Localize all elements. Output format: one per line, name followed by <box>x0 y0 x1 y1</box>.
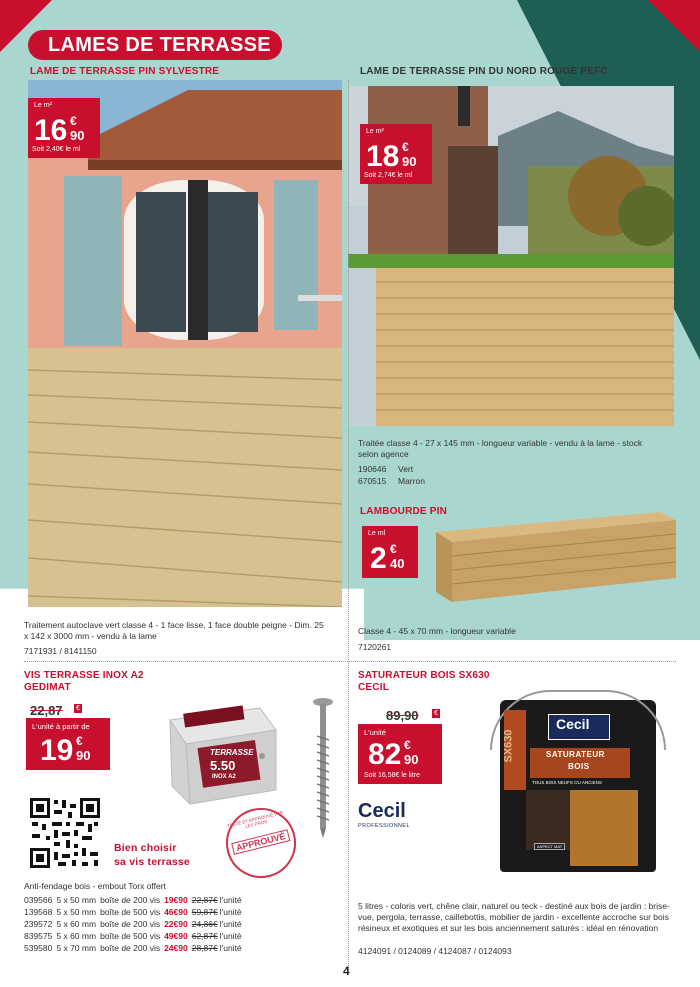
screw-box-image <box>150 700 280 810</box>
unit-cell: l'unité <box>219 919 242 929</box>
old-price-cell: 22,87€ <box>191 895 218 905</box>
new-price-cell: 49€90 <box>164 931 188 941</box>
vis-old-price-currency: € <box>76 705 80 712</box>
saturateur-refs: 4124091 / 0124089 / 4124087 / 0124093 <box>358 946 512 956</box>
price-currency: € <box>76 734 83 748</box>
box-cell: boîte de 500 vis <box>100 931 161 941</box>
old-price-cell: 62,87€ <box>191 931 218 941</box>
variant-color-2: Marron <box>398 476 425 486</box>
section2-subtitle: LAME DE TERRASSE PIN DU NORD ROUGE PEFC <box>360 66 608 77</box>
price-currency: € <box>390 542 397 556</box>
page-number: 4 <box>343 964 350 978</box>
price-tag-pin-nord <box>360 124 432 184</box>
price-currency: € <box>402 140 409 154</box>
unit-cell: l'unité <box>219 931 242 941</box>
box-cell: boîte de 200 vis <box>100 943 161 953</box>
price-unit-label: Le m² <box>34 102 52 109</box>
unit-cell: l'unité <box>219 943 242 953</box>
table-row <box>24 930 246 942</box>
ref-cell: 839575 <box>24 931 53 941</box>
saturateur-old-price-currency: € <box>434 710 438 717</box>
price-euros: 2 <box>370 542 387 575</box>
price-unit-label: Le m² <box>366 128 384 135</box>
qr-label-1: Bien choisir <box>114 842 177 854</box>
ref-cell: 239572 <box>24 919 53 929</box>
price-unit-label: L'unité <box>364 728 386 737</box>
size-cell: 5 x 60 mm <box>56 919 97 929</box>
saturateur-title-1: SATURATEUR BOIS SX630 <box>358 670 490 681</box>
saturateur-old-price: 89,90 <box>386 708 419 723</box>
cecil-brand-sub: PROFESSIONNEL <box>358 823 410 829</box>
can-wood-panel <box>570 790 638 866</box>
price-tag-saturateur <box>358 724 442 784</box>
vis-price-table <box>24 894 246 954</box>
lambourde-description: Classe 4 - 45 x 70 mm - longueur variable <box>358 626 516 636</box>
saturateur-title-2: CECIL <box>358 682 389 693</box>
lambourde-title: LAMBOURDE PIN <box>360 506 448 517</box>
table-row <box>24 918 246 930</box>
price-per-ml: Soit 2,74€ le ml <box>364 172 413 179</box>
price-per-ml: Soit 2,40€ le ml <box>32 146 81 153</box>
new-price-cell: 19€90 <box>164 895 188 905</box>
table-row <box>24 942 246 954</box>
page-title: LAMES DE TERRASSE <box>28 30 282 60</box>
can-left-panel <box>526 790 570 850</box>
section1-subtitle: LAME DE TERRASSE PIN SYLVESTRE <box>30 66 220 77</box>
ref-cell: 139568 <box>24 907 53 917</box>
can-code: SX630 <box>502 729 515 763</box>
price-cents: 90 <box>70 128 85 143</box>
can-tagline: TOUS BOIS NEUFS OU ANCIENS <box>532 780 602 785</box>
lambourde-wood-image <box>430 506 678 602</box>
qr-label-2: sa vis terrasse <box>114 856 190 868</box>
pin-nord-description: Traitée classe 4 - 27 x 145 mm - longueur variable - vendu à la lame - stock selon agence <box>358 438 643 459</box>
price-cents: 90 <box>76 748 91 763</box>
price-euros: 16 <box>34 114 68 147</box>
old-price-cell: 28,87€ <box>191 943 218 953</box>
box-cell: boîte de 500 vis <box>100 907 161 917</box>
price-tag-vis <box>26 718 110 770</box>
size-cell: 5 x 70 mm <box>56 943 97 953</box>
price-tag-lambourde <box>362 526 418 578</box>
red-corner-right <box>648 0 700 52</box>
variant-ref-2: 670515 <box>358 476 387 486</box>
column-divider <box>348 80 349 970</box>
can-product: SATURATEUR <box>546 750 605 759</box>
price-euros: 19 <box>40 734 74 767</box>
vis-title-1: VIS TERRASSE INOX A2 <box>24 670 144 681</box>
cecil-brand: Cecil <box>358 800 406 822</box>
vis-feature: Anti-fendage bois - embout Torx offert <box>24 881 166 891</box>
vis-title-2: GEDIMAT <box>24 682 71 693</box>
old-price-cell: 24,86€ <box>191 919 218 929</box>
screw-image <box>312 696 334 838</box>
unit-cell: l'unité <box>219 895 242 905</box>
can-product-2: BOIS <box>568 762 590 771</box>
qr-code[interactable] <box>28 796 102 870</box>
horizontal-divider <box>24 661 676 662</box>
price-per-litre: Soit 16,58€ le litre <box>364 772 421 779</box>
can-badge: ASPECT MAT <box>534 843 565 850</box>
price-currency: € <box>70 114 77 128</box>
cecil-logo <box>358 800 410 829</box>
approved-stamp <box>219 801 304 886</box>
box-cell: boîte de 200 vis <box>100 895 161 905</box>
variant-color-1: Vert <box>398 464 414 474</box>
vis-old-price: 22,87 <box>30 703 63 718</box>
new-price-cell: 46€90 <box>164 907 188 917</box>
pin-sylvestre-refs: 7171931 / 8141150 <box>24 646 97 656</box>
size-cell: 5 x 60 mm <box>56 931 97 941</box>
ref-cell: 539580 <box>24 943 53 953</box>
box-cell: boîte de 200 vis <box>100 919 161 929</box>
price-cents: 90 <box>402 154 417 169</box>
unit-cell: l'unité <box>219 907 242 917</box>
pin-sylvestre-description: Traitement autoclave vert classe 4 - 1 face lisse, 1 face double peigne - Dim. 25 x 142 x 3000 mm - vendu à la lame <box>24 620 324 641</box>
can-brand: Cecil <box>556 716 590 732</box>
deck-photo-pin-sylvestre <box>28 80 342 607</box>
saturateur-can-image <box>500 700 656 872</box>
price-unit-label: Le ml <box>368 530 386 537</box>
price-cents: 40 <box>390 556 405 571</box>
ref-cell: 039566 <box>24 895 53 905</box>
price-unit-label: L'unité à partir de <box>32 722 90 731</box>
size-cell: 5 x 50 mm <box>56 895 97 905</box>
stamp-ring-text: TESTÉ ET APPROUVÉ PAR LES PROS <box>226 809 284 830</box>
table-row <box>24 894 246 906</box>
price-tag-pin-sylvestre <box>28 98 100 158</box>
stamp-text: APPROUVÉ <box>231 829 290 855</box>
variant-ref-1: 190646 <box>358 464 387 474</box>
box-sub: INOX A2 <box>212 774 236 780</box>
price-cents: 90 <box>404 752 419 767</box>
saturateur-description: 5 litres - coloris vert, chêne clair, naturel ou teck - destiné aux bois de jardin : brise-vue, pergola, terrasse, caillebottis, mobilier de jardin - excellente accroche sur bois résineux et exotiques et sur les bois anciennement saturés : idéal en rénovation <box>358 901 670 933</box>
table-row <box>24 906 246 918</box>
price-currency: € <box>404 738 411 752</box>
box-brand: TERRASSE <box>210 748 254 757</box>
lambourde-ref: 7120261 <box>358 642 392 652</box>
price-euros: 82 <box>368 738 402 771</box>
price-euros: 18 <box>366 140 400 173</box>
old-price-cell: 59,87€ <box>191 907 218 917</box>
new-price-cell: 24€90 <box>164 943 188 953</box>
size-cell: 5 x 50 mm <box>56 907 97 917</box>
new-price-cell: 22€90 <box>164 919 188 929</box>
box-size: 5.50 <box>210 758 236 773</box>
